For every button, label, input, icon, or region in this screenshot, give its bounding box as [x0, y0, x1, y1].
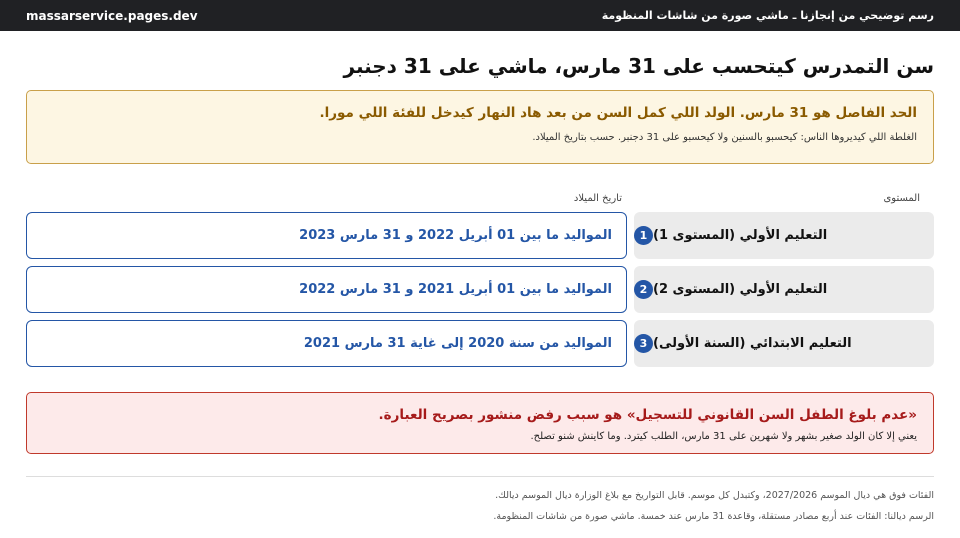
step-number-badge: 1 — [634, 226, 653, 245]
footer-source-note: الرسم ديالنا: الفئات عند أربع مصادر مستقلة، وقاعدة 31 مارس عند خمسة. ماشي صورة من شاشات المنظومة. — [493, 511, 934, 522]
level-cell — [634, 320, 934, 367]
birth-range-cell: المواليد ما بين 01 أبريل 2021 و 31 مارس 2022 — [26, 266, 627, 313]
column-header-birth: تاريخ الميلاد — [573, 193, 622, 204]
rejection-warning — [26, 392, 934, 454]
level-label: التعليم الأولي (المستوى 2) — [653, 282, 828, 297]
level-cell — [634, 212, 934, 259]
footer-note: الفئات فوق هي ديال الموسم 2027/2026، وكتبدل كل موسم. قابل التواريخ مع بلاغ الوزارة ديال الموسم ديالك. — [495, 490, 934, 501]
notice-sub-text: الغلطة اللي كيديروها الناس: كيحسبو بالسنين ولا كيحسبو على 31 دجنبر. حسب بتاريخ الميلاد. — [532, 132, 917, 143]
level-row — [26, 212, 934, 259]
notice-main-text: الحد الفاصل هو 31 مارس. الولد اللي كمل السن من بعد هاد النهار كيدخل للفئة اللي مورا. — [319, 105, 917, 121]
level-label: التعليم الأولي (المستوى 1) — [653, 228, 828, 243]
warning-sub-text: يعني إلا كان الولد صغير بشهر ولا شهرين على 31 مارس، الطلب كيترد. وما كاينش شنو تصلح. — [530, 431, 917, 442]
cutoff-notice — [26, 90, 934, 164]
birth-range-cell: المواليد ما بين 01 أبريل 2022 و 31 مارس 2023 — [26, 212, 627, 259]
top-caption: رسم توضيحي من إنجازنا ـ ماشي صورة من شاشات المنظومة — [601, 9, 934, 22]
step-number-badge: 3 — [634, 334, 653, 353]
step-number-badge: 2 — [634, 280, 653, 299]
column-header-level: المستوى — [883, 193, 920, 204]
divider — [26, 476, 934, 477]
level-row — [26, 320, 934, 367]
level-row — [26, 266, 934, 313]
site-domain: massarservice.pages.dev — [26, 8, 198, 23]
top-bar — [0, 0, 960, 31]
warning-main-text: «عدم بلوغ الطفل السن القانوني للتسجيل» هو سبب رفض منشور بصريح العبارة. — [378, 407, 917, 423]
level-label: التعليم الابتدائي (السنة الأولى) — [653, 336, 852, 351]
birth-range-cell: المواليد من سنة 2020 إلى غاية 31 مارس 2021 — [26, 320, 627, 367]
page-title: سن التمدرس كيتحسب على 31 مارس، ماشي على 31 دجنبر — [343, 54, 934, 78]
level-cell — [634, 266, 934, 313]
